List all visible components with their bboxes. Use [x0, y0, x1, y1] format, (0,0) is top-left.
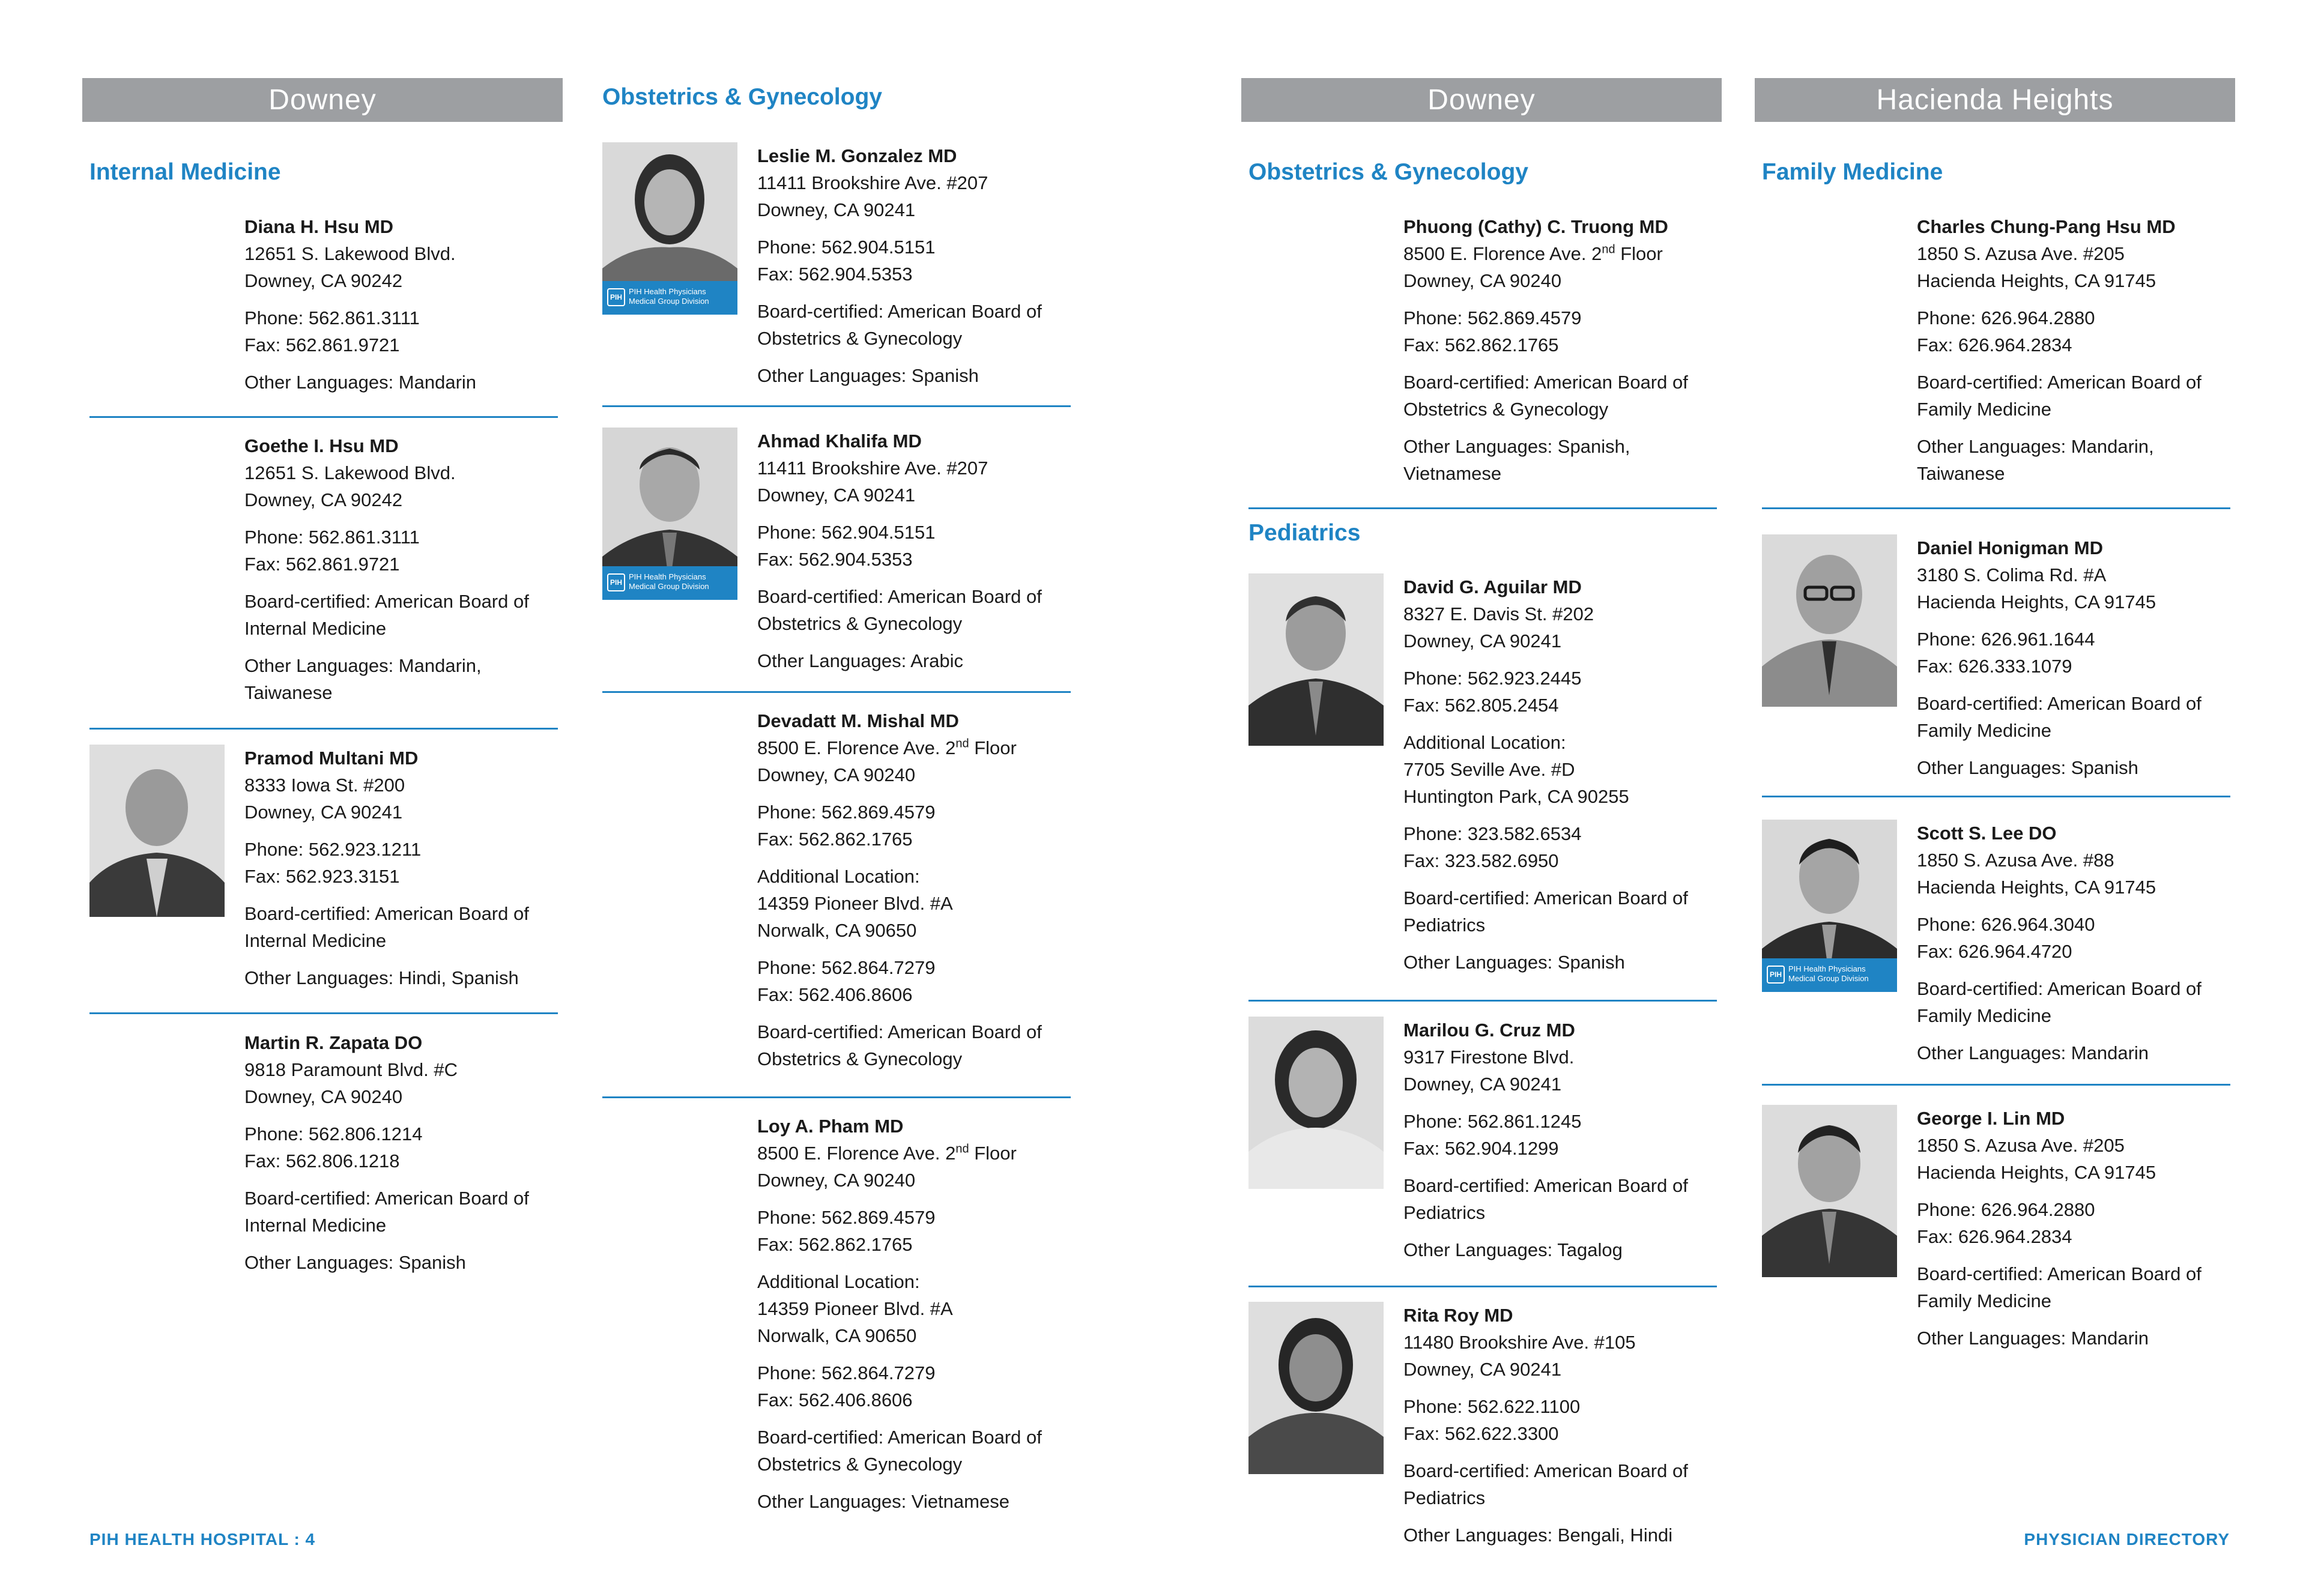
pih-badge: [1762, 958, 1897, 992]
pih-badge: [602, 281, 737, 315]
pih-logo-icon: PIH: [607, 288, 625, 306]
languages: Other Languages: Mandarin,: [1917, 436, 2154, 457]
additional-address-2: Norwalk, CA 90650: [757, 1325, 917, 1346]
address-line-1: 12651 S. Lakewood Blvd.: [244, 462, 456, 483]
board-certification: Board-certified: American Board of: [1403, 372, 1688, 393]
board-certification: Board-certified: American Board of: [1403, 1175, 1688, 1196]
address-line-2: Hacienda Heights, CA 91745: [1917, 877, 2156, 898]
fax: Fax: 562.862.1765: [757, 1234, 913, 1255]
board-certification: Board-certified: American Board of: [1917, 978, 2202, 999]
phone: Phone: 626.964.3040: [1917, 914, 2095, 935]
board-specialty: Internal Medicine: [244, 1215, 387, 1236]
additional-address-2: Norwalk, CA 90650: [757, 920, 917, 941]
phone: Phone: 562.806.1214: [244, 1123, 423, 1144]
board-specialty: Obstetrics & Gynecology: [1403, 399, 1609, 420]
phone: Phone: 562.861.3111: [244, 307, 420, 328]
fax: Fax: 562.805.2454: [1403, 695, 1559, 716]
fax: Fax: 626.964.2834: [1917, 334, 2072, 355]
phone: Phone: 562.861.1245: [1403, 1111, 1582, 1132]
board-certification: Board-certified: American Board of: [757, 586, 1042, 607]
additional-phone: Phone: 562.864.7279: [757, 957, 936, 978]
languages-cont: Taiwanese: [1917, 463, 2005, 484]
languages: Other Languages: Spanish: [1403, 952, 1625, 973]
address-line-1: 1850 S. Azusa Ave. #205: [1917, 243, 2125, 264]
phone: Phone: 562.869.4579: [1403, 307, 1582, 328]
address-line-2: Downey, CA 90241: [1403, 630, 1562, 651]
city-header: Hacienda Heights: [1755, 78, 2235, 122]
physician-name: Pramod Multani MD: [244, 748, 419, 769]
physician-name: George I. Lin MD: [1917, 1108, 2065, 1129]
address-line-2: Downey, CA 90242: [244, 270, 403, 291]
badge-line-2: Medical Group Division: [629, 582, 709, 591]
physician-name: Loy A. Pham MD: [757, 1116, 904, 1137]
fax: Fax: 562.904.1299: [1403, 1138, 1559, 1159]
address-line-1: 8500 E. Florence Ave. 2nd Floor: [1403, 243, 1663, 264]
address-line-2: Downey, CA 90240: [757, 1170, 916, 1191]
additional-address-1: 14359 Pioneer Blvd. #A: [757, 893, 953, 914]
fax: Fax: 562.861.9721: [244, 334, 400, 355]
additional-phone: Phone: 323.582.6534: [1403, 823, 1582, 844]
address-line-1: 8327 E. Davis St. #202: [1403, 603, 1594, 624]
fax: Fax: 626.964.2834: [1917, 1226, 2072, 1247]
board-certification: Board-certified: American Board of: [757, 1427, 1042, 1448]
pih-logo-icon: PIH: [607, 573, 625, 591]
board-specialty: Obstetrics & Gynecology: [757, 1454, 963, 1475]
languages: Other Languages: Bengali, Hindi: [1403, 1525, 1673, 1546]
divider: [1762, 507, 2230, 509]
section-title-pediatrics: Pediatrics: [1248, 520, 1361, 546]
address-line-1: 12651 S. Lakewood Blvd.: [244, 243, 456, 264]
board-specialty: Pediatrics: [1403, 1202, 1486, 1223]
languages: Other Languages: Spanish: [757, 365, 979, 386]
divider: [1762, 1084, 2230, 1086]
divider: [89, 1012, 558, 1014]
additional-fax: Fax: 562.406.8606: [757, 1389, 913, 1410]
board-specialty: Family Medicine: [1917, 720, 2051, 741]
additional-address-1: 7705 Seville Ave. #D: [1403, 759, 1575, 780]
board-certification: Board-certified: American Board of: [244, 1188, 529, 1209]
additional-location-label: Additional Location:: [1403, 732, 1566, 753]
divider: [602, 1096, 1071, 1098]
fax: Fax: 562.904.5353: [757, 549, 913, 570]
address-line-1: 8500 E. Florence Ave. 2nd Floor: [757, 737, 1017, 758]
board-certification: Board-certified: American Board of: [1917, 372, 2202, 393]
additional-phone: Phone: 562.864.7279: [757, 1362, 936, 1383]
city-header: Downey: [1241, 78, 1722, 122]
address-line-1: 9317 Firestone Blvd.: [1403, 1047, 1575, 1068]
fax: Fax: 562.622.3300: [1403, 1423, 1559, 1444]
physician-name: Scott S. Lee DO: [1917, 823, 2057, 844]
fax: Fax: 562.806.1218: [244, 1150, 400, 1171]
physician-name: Rita Roy MD: [1403, 1305, 1513, 1326]
phone: Phone: 562.869.4579: [757, 802, 936, 823]
address-line-1: 8500 E. Florence Ave. 2nd Floor: [757, 1142, 1017, 1164]
phone: Phone: 562.904.5151: [757, 237, 936, 258]
section-title-internal-medicine: Internal Medicine: [89, 159, 281, 185]
phone: Phone: 562.869.4579: [757, 1207, 936, 1228]
pih-badge: [602, 566, 737, 600]
physician-name: Devadatt M. Mishal MD: [757, 710, 959, 731]
phone: Phone: 626.964.2880: [1917, 1199, 2095, 1220]
physician-name: Martin R. Zapata DO: [244, 1032, 423, 1053]
physician-photo: [1248, 1017, 1384, 1189]
address-line-1: 1850 S. Azusa Ave. #88: [1917, 850, 2114, 871]
phone: Phone: 562.923.1211: [244, 839, 422, 860]
phone: Phone: 626.961.1644: [1917, 629, 2095, 650]
physician-photo: [1248, 1302, 1384, 1474]
board-specialty: Pediatrics: [1403, 914, 1486, 936]
board-certification: Board-certified: American Board of: [1403, 887, 1688, 908]
additional-fax: Fax: 323.582.6950: [1403, 850, 1559, 871]
address-line-2: Downey, CA 90240: [244, 1086, 403, 1107]
board-specialty: Pediatrics: [1403, 1487, 1486, 1508]
footer-directory-label: PHYSICIAN DIRECTORY: [2024, 1530, 2230, 1549]
badge-line-1: PIH Health Physicians: [1788, 964, 1866, 973]
additional-address-2: Huntington Park, CA 90255: [1403, 786, 1629, 807]
board-certification: Board-certified: American Board of: [1917, 1263, 2202, 1284]
address-line-1: 3180 S. Colima Rd. #A: [1917, 564, 2107, 585]
divider: [602, 405, 1071, 407]
fax: Fax: 562.862.1765: [1403, 334, 1559, 355]
address-line-1: 11411 Brookshire Ave. #207: [757, 172, 988, 193]
address-line-2: Hacienda Heights, CA 91745: [1917, 1162, 2156, 1183]
physician-name: Phuong (Cathy) C. Truong MD: [1403, 216, 1668, 237]
address-line-2: Downey, CA 90241: [1403, 1074, 1562, 1095]
board-specialty: Family Medicine: [1917, 1005, 2051, 1026]
fax: Fax: 626.333.1079: [1917, 656, 2072, 677]
divider: [1762, 796, 2230, 797]
pih-logo-icon: PIH: [1767, 966, 1785, 984]
column-obgyn-continued: [602, 0, 1083, 1596]
divider: [1248, 1000, 1717, 1002]
address-line-2: Downey, CA 90240: [757, 764, 916, 785]
physician-photo: [602, 142, 737, 315]
physician-name: Leslie M. Gonzalez MD: [757, 145, 957, 166]
physician-photo: [1762, 820, 1897, 992]
physician-name: Daniel Honigman MD: [1917, 537, 2104, 558]
address-line-2: Hacienda Heights, CA 91745: [1917, 270, 2156, 291]
board-certification: Board-certified: American Board of: [244, 903, 529, 924]
board-specialty: Obstetrics & Gynecology: [757, 1048, 963, 1069]
address-line-2: Downey, CA 90242: [244, 489, 403, 510]
physician-photo: [1762, 534, 1897, 707]
footer-page-label: PIH HEALTH HOSPITAL : 4: [89, 1530, 316, 1549]
additional-location-label: Additional Location:: [757, 1271, 920, 1292]
languages: Other Languages: Tagalog: [1403, 1239, 1623, 1260]
languages-cont: Taiwanese: [244, 682, 333, 703]
badge-line-1: PIH Health Physicians: [629, 572, 706, 581]
phone: Phone: 562.622.1100: [1403, 1396, 1581, 1417]
fax: Fax: 562.862.1765: [757, 829, 913, 850]
physician-photo: [1762, 1105, 1897, 1277]
fax: Fax: 626.964.4720: [1917, 941, 2072, 962]
fax: Fax: 562.904.5353: [757, 264, 913, 285]
address-line-1: 11480 Brookshire Ave. #105: [1403, 1332, 1636, 1353]
divider: [89, 416, 558, 418]
physician-name: Marilou G. Cruz MD: [1403, 1020, 1575, 1041]
fax: Fax: 562.861.9721: [244, 554, 400, 575]
board-certification: Board-certified: American Board of: [757, 301, 1042, 322]
physician-name: Diana H. Hsu MD: [244, 216, 394, 237]
board-specialty: Internal Medicine: [244, 618, 387, 639]
badge-line-1: PIH Health Physicians: [629, 287, 706, 296]
board-specialty: Family Medicine: [1917, 1290, 2051, 1311]
physician-photo: [1248, 573, 1384, 746]
board-specialty: Family Medicine: [1917, 399, 2051, 420]
section-title-obgyn: Obstetrics & Gynecology: [602, 84, 882, 110]
fax: Fax: 562.923.3151: [244, 866, 400, 887]
city-header: Downey: [82, 78, 563, 122]
address-line-1: 11411 Brookshire Ave. #207: [757, 458, 988, 479]
address-line-2: Downey, CA 90240: [1403, 270, 1562, 291]
address-line-2: Downey, CA 90241: [1403, 1359, 1562, 1380]
languages: Other Languages: Mandarin: [1917, 1328, 2149, 1349]
address-line-2: Downey, CA 90241: [757, 199, 916, 220]
address-line-1: 1850 S. Azusa Ave. #205: [1917, 1135, 2125, 1156]
board-certification: Board-certified: American Board of: [1917, 693, 2202, 714]
divider: [1248, 1286, 1717, 1287]
languages: Other Languages: Mandarin: [244, 372, 477, 393]
additional-fax: Fax: 562.406.8606: [757, 984, 913, 1005]
column-obgyn-pediatrics: [1241, 0, 1722, 1596]
section-title-family-medicine: Family Medicine: [1762, 159, 1943, 185]
languages: Other Languages: Mandarin: [1917, 1042, 2149, 1063]
languages: Other Languages: Spanish,: [1403, 436, 1630, 457]
address-line-2: Downey, CA 90241: [244, 802, 403, 823]
phone: Phone: 562.861.3111: [244, 527, 420, 548]
languages: Other Languages: Arabic: [757, 650, 963, 671]
divider: [1248, 507, 1717, 509]
board-specialty: Internal Medicine: [244, 930, 387, 951]
languages-cont: Vietnamese: [1403, 463, 1502, 484]
column-family-medicine: [1755, 0, 2235, 1596]
languages: Other Languages: Mandarin,: [244, 655, 482, 676]
additional-location-label: Additional Location:: [757, 866, 920, 887]
address-line-1: 8333 Iowa St. #200: [244, 775, 405, 796]
physician-name: Ahmad Khalifa MD: [757, 431, 922, 452]
board-certification: Board-certified: American Board of: [1403, 1460, 1688, 1481]
physician-name: Goethe I. Hsu MD: [244, 435, 399, 456]
board-certification: Board-certified: American Board of: [757, 1021, 1042, 1042]
address-line-2: Hacienda Heights, CA 91745: [1917, 591, 2156, 612]
board-specialty: Obstetrics & Gynecology: [757, 613, 963, 634]
phone: Phone: 562.923.2445: [1403, 668, 1582, 689]
languages: Other Languages: Hindi, Spanish: [244, 967, 519, 988]
languages: Other Languages: Spanish: [1917, 757, 2138, 778]
board-certification: Board-certified: American Board of: [244, 591, 529, 612]
phone: Phone: 626.964.2880: [1917, 307, 2095, 328]
languages: Other Languages: Spanish: [244, 1252, 466, 1273]
section-title-obgyn: Obstetrics & Gynecology: [1248, 159, 1528, 185]
badge-line-2: Medical Group Division: [1788, 974, 1869, 983]
address-line-1: 9818 Paramount Blvd. #C: [244, 1059, 458, 1080]
physician-photo: [89, 745, 225, 917]
address-line-2: Downey, CA 90241: [757, 485, 916, 506]
languages: Other Languages: Vietnamese: [757, 1491, 1009, 1512]
divider: [602, 691, 1071, 693]
physician-name: Charles Chung-Pang Hsu MD: [1917, 216, 2176, 237]
physician-name: David G. Aguilar MD: [1403, 576, 1582, 597]
column-internal-medicine: [82, 0, 563, 1596]
physician-photo: [602, 428, 737, 600]
additional-address-1: 14359 Pioneer Blvd. #A: [757, 1298, 953, 1319]
divider: [89, 728, 558, 730]
board-specialty: Obstetrics & Gynecology: [757, 328, 963, 349]
badge-line-2: Medical Group Division: [629, 297, 709, 306]
phone: Phone: 562.904.5151: [757, 522, 936, 543]
